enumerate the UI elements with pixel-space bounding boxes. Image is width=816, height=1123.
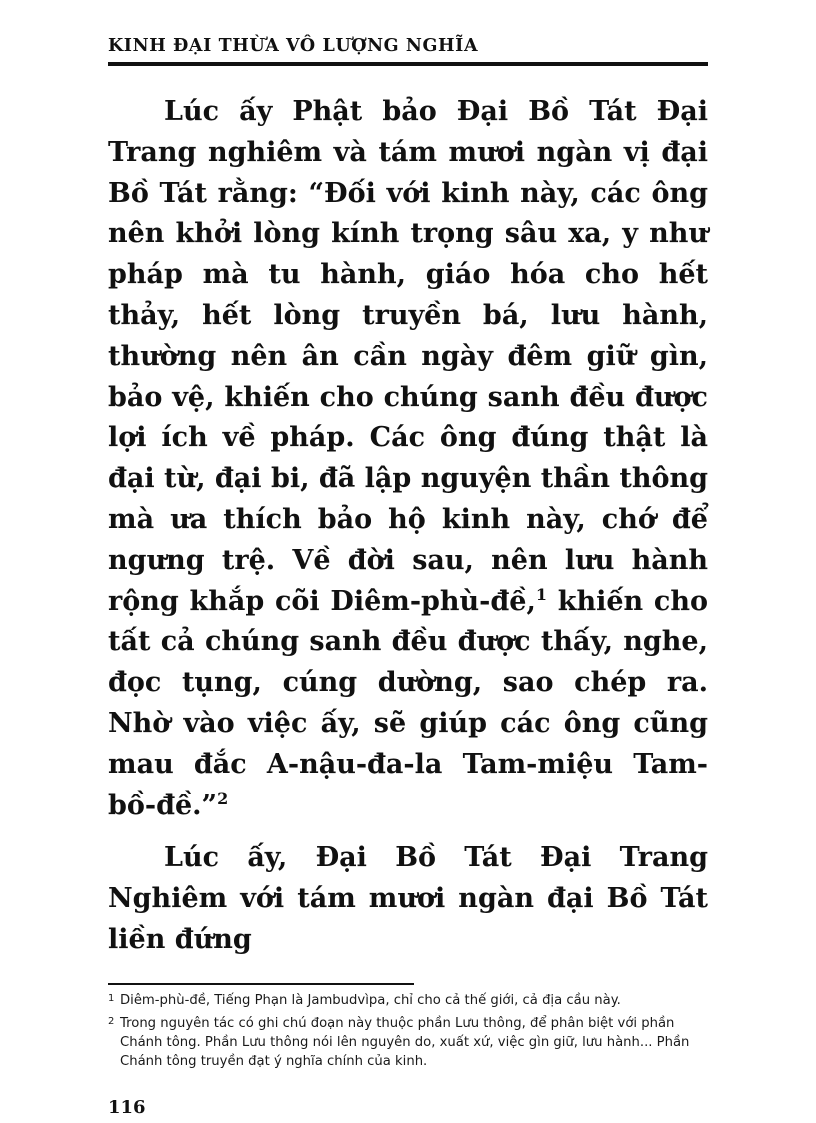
paragraph-1 <box>108 92 708 826</box>
paragraph-2: Lúc ấy, Đại Bồ Tát Đại Trang Nghiêm với tám mươi ngàn đại Bồ Tát liền đứng <box>108 842 708 955</box>
footnote-text-1: Diêm-phù-đề, Tiếng Phạn là Jambudvìpa, chỉ cho cả thế giới, cả địa cầu này. <box>120 992 621 1008</box>
footnote-mark-2: 2 <box>108 1015 115 1027</box>
footnote-text-2: Trong nguyên tác có ghi chú đoạn này thuộc phần Lưu thông, để phân biệt với phần Chánh tông. Phần Lưu thông nói lên nguyên do, xuất xứ, việc gìn giữ, lưu hành... Phần Chánh tông truyền đạt ý nghĩa chính của kinh. <box>120 1015 690 1069</box>
footnote-rule <box>108 983 414 985</box>
page-number: 116 <box>108 1096 146 1118</box>
footnote-ref-2[interactable]: 2 <box>217 788 229 808</box>
footnote-1 <box>108 991 708 1010</box>
paragraph-1-part-a: Lúc ấy Phật bảo Đại Bồ Tát Đại Trang nghiêm và tám mươi ngàn vị đại Bồ Tát rằng: “Đối với kinh này, các ông nên khởi lòng kính trọng sâu xa, y như pháp mà tu hành, giáo hóa cho hết thảy, hết lòng truyền bá, lưu hành, thường nên ân cần ngày đêm giữ gìn, bảo vệ, khiến cho chúng sanh đều được lợi ích về pháp. Các ông đúng thật là đại từ, đại bi, đã lập nguyện thần thông mà ưa thích bảo hộ kinh này, chớ để ngưng trệ. Về đời sau, nên lưu hành rộng khắp cõi Diêm-phù-đề, <box>108 96 708 617</box>
header-rule <box>108 62 708 66</box>
footnote-2 <box>108 1014 708 1071</box>
footnotes <box>108 991 708 1071</box>
book-page <box>108 30 708 1118</box>
running-header: KINH ĐẠI THỪA VÔ LƯỢNG NGHĨA <box>108 36 479 56</box>
footnote-ref-1[interactable]: 1 <box>535 584 547 604</box>
main-text <box>108 92 708 961</box>
paragraph-1-part-b: khiến cho tất cả chúng sanh đều được thấy, nghe, đọc tụng, cúng dường, sao chép ra. Nhờ vào việc ấy, sẽ giúp các ông cũng mau đắc A-nậu-đa-la Tam-miệu Tam-bồ-đề.” <box>108 585 708 821</box>
footnote-mark-1: 1 <box>108 992 115 1004</box>
